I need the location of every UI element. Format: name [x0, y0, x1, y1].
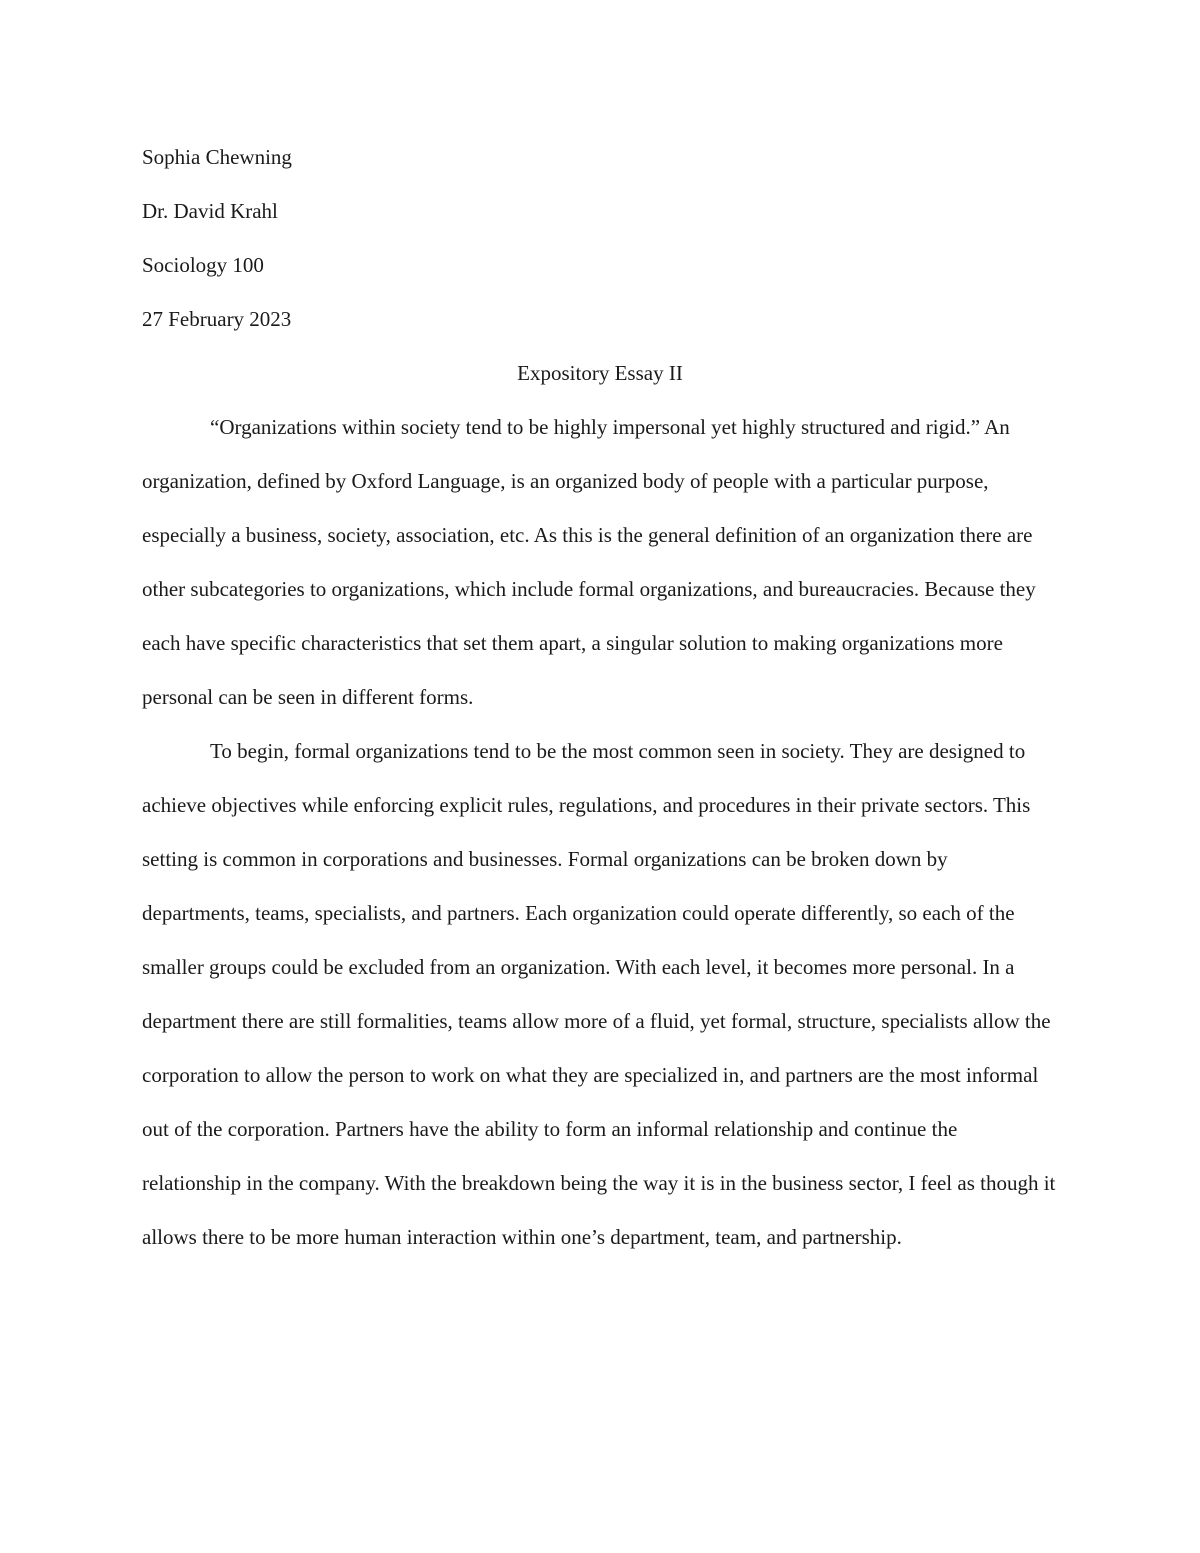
essay-title: Expository Essay II: [517, 361, 683, 385]
instructor-name: Dr. David Krahl: [142, 199, 278, 223]
document-body: [142, 130, 1058, 1264]
paragraph-1: “Organizations within society tend to be highly impersonal yet highly structured and rigid.” An organization, defined by Oxford Language, is an organized body of people with a particular purpose, especially a business, society, association, etc. As this is the general definition of an organization there are other subcategories to organizations, which include formal organizations, and bureaucracies. Because they each have specific characteristics that set them apart, a singular solution to making organizations more personal can be seen in different forms.: [142, 415, 1036, 709]
paragraph-2: To begin, formal organizations tend to be the most common seen in society. They are designed to achieve objectives while enforcing explicit rules, regulations, and procedures in their private sectors. This setting is common in corporations and businesses. Formal organizations can be broken down by departments, teams, specialists, and partners. Each organization could operate differently, so each of the smaller groups could be excluded from an organization. With each level, it becomes more personal. In a department there are still formalities, teams allow more of a fluid, yet formal, structure, specialists allow the corporation to allow the person to work on what they are specialized in, and partners are the most informal out of the corporation. Partners have the ability to form an informal relationship and continue the relationship in the company. With the breakdown being the way it is in the business sector, I feel as though it allows there to be more human interaction within one’s department, team, and partnership.: [142, 739, 1056, 1249]
essay-date: 27 February 2023: [142, 307, 292, 331]
course-name: Sociology 100: [142, 253, 264, 277]
student-name: Sophia Chewning: [142, 145, 292, 169]
